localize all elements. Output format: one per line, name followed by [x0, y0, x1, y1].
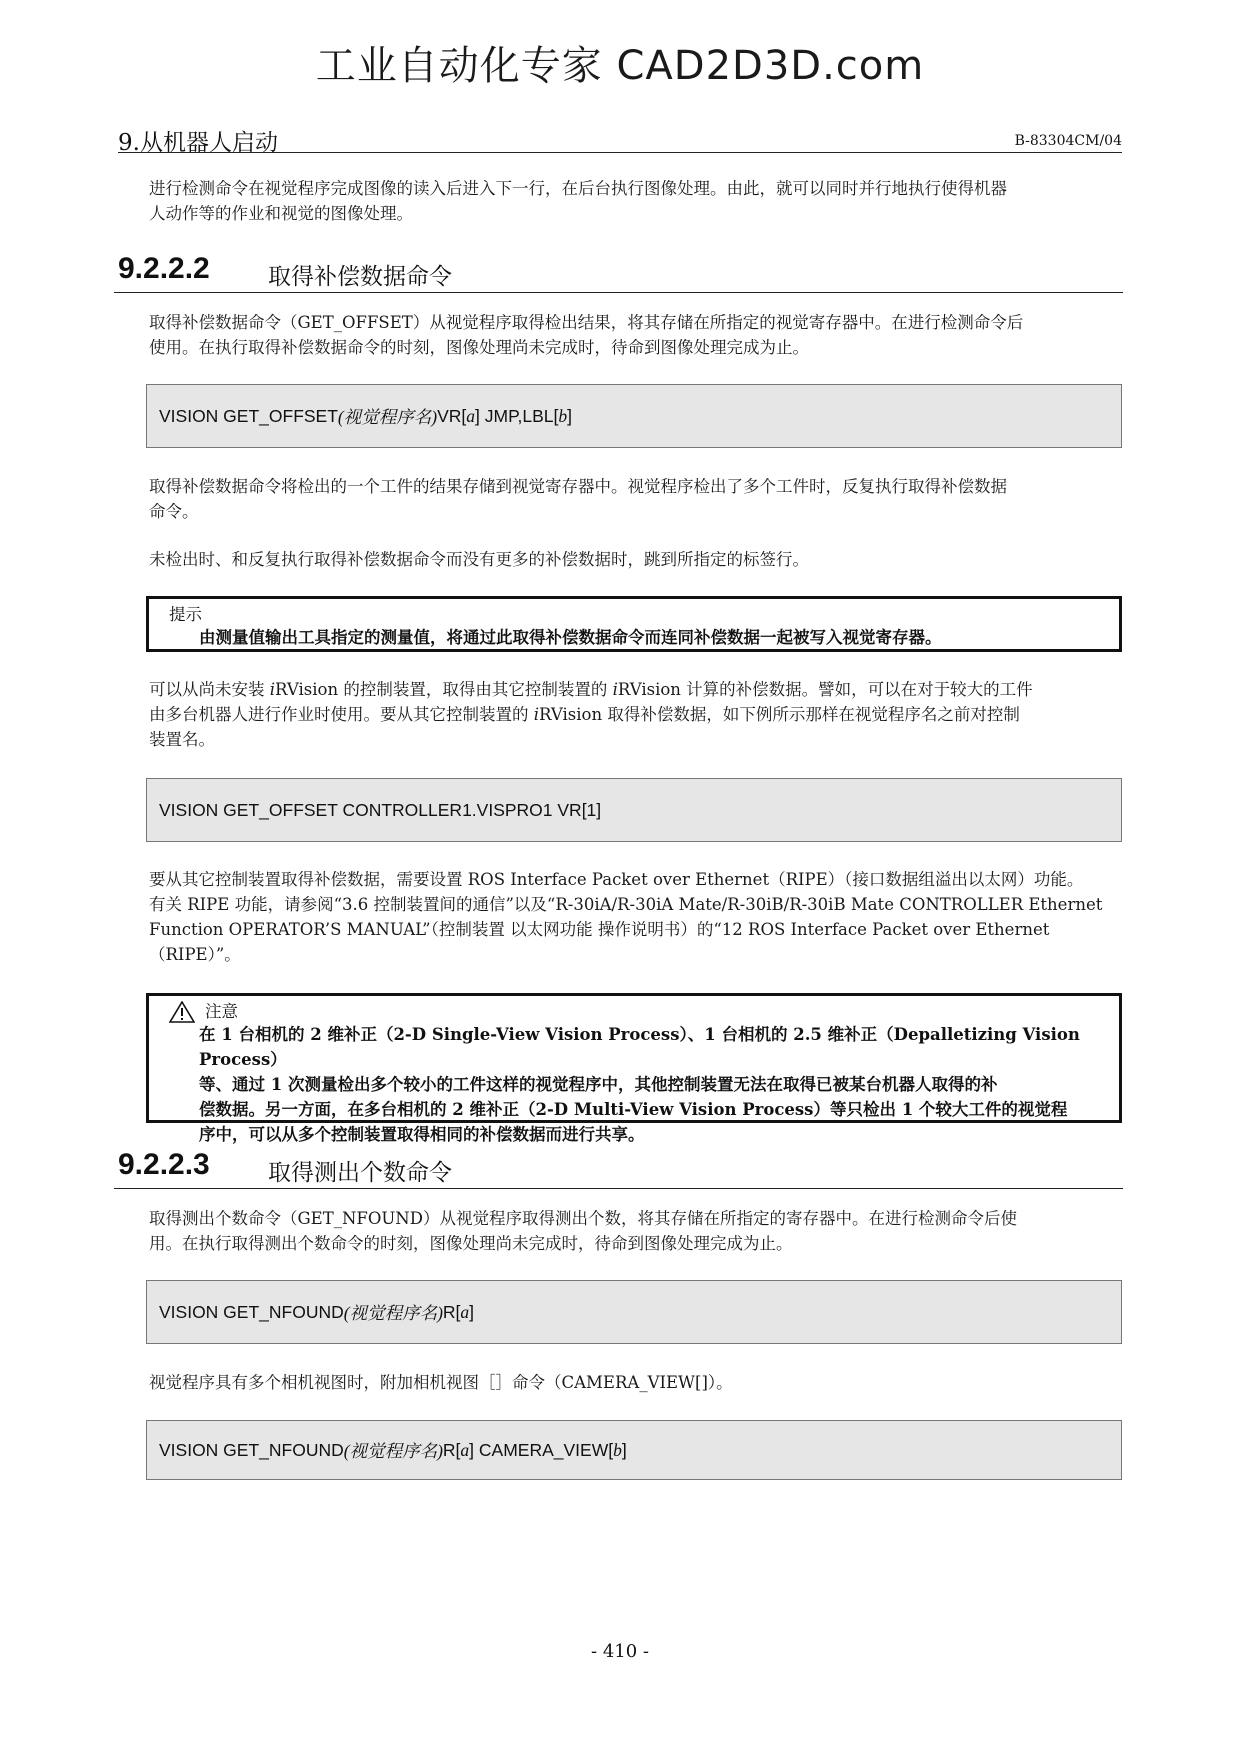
code-text: ] CAMERA_VIEW[: [469, 1439, 614, 1460]
text-line: 装置名。: [149, 730, 215, 749]
watermark: 工业自动化专家 CAD2D3D.com: [315, 43, 925, 89]
chapter-header: 9.从机器人启动: [118, 130, 278, 156]
text-line: 要从其它控制装置取得补偿数据，需要设置 ROS Interface Packet over Ethernet（RIPE）（接口数据组溢出以太网）功能。: [149, 870, 1084, 889]
code-arg: (视觉程序名): [343, 1302, 443, 1323]
code-text: ]: [469, 1301, 475, 1322]
code-arg: a: [466, 405, 476, 426]
section-title: 取得测出个数命令: [268, 1160, 452, 1186]
warning-icon: [169, 1001, 195, 1023]
code-text: ] JMP,LBL[: [475, 405, 559, 426]
hint-text: 由测量值输出工具指定的测量值，将通过此取得补偿数据命令而连同补偿数据一起被写入视觉寄存器。: [199, 628, 942, 647]
code-block: [146, 384, 1122, 448]
code-arg: a: [460, 1439, 470, 1460]
code-block: VISION GET_OFFSET CONTROLLER1.VISPRO1 VR[1]: [146, 778, 1122, 842]
hint-box: [146, 596, 1122, 652]
code-block: [146, 1280, 1122, 1344]
text-line: 人动作等的作业和视觉的图像处理。: [149, 204, 413, 223]
intro-paragraph: [149, 176, 1121, 226]
section-rule: [114, 1188, 1123, 1189]
paragraph: [149, 1206, 1121, 1256]
code-arg: b: [613, 1439, 622, 1460]
code-arg: b: [558, 405, 568, 426]
paragraph: [149, 310, 1121, 360]
text-line: 取得补偿数据命令将检出的一个工件的结果存储到视觉寄存器中。视觉程序检出了多个工件时，反复执行取得补偿数据: [149, 477, 1007, 496]
paragraph: 视觉程序具有多个相机视图时，附加相机视图［］命令（CAMERA_VIEW[]）。: [149, 1373, 733, 1392]
text-line: 偿数据。另一方面，在多台相机的 2 维补正（2-D Multi-View Vision Process）等只检出 1 个较大工件的视觉程: [199, 1100, 1068, 1119]
text-line: Function OPERATOR’S MANUAL”（控制装置 以太网功能 操作说明书）的“12 ROS Interface Packet over Ethernet: [149, 920, 1050, 939]
paragraph: [149, 474, 1121, 524]
section-number: 9.2.2.2: [118, 252, 210, 285]
header-rule: [118, 152, 1122, 153]
text-line: 有关 RIPE 功能，请参阅“3.6 控制装置间的通信”以及“R-30iA/R-30iA Mate/R-30iB/R-30iB Mate CONTROLLER Ethernet: [149, 895, 1103, 914]
text-line: 在 1 台相机的 2 维补正（2-D Single-View Vision Process）、1 台相机的 2.5 维补正（Depalletizing Vision Process）: [199, 1025, 1080, 1069]
section-rule: [114, 292, 1123, 293]
text-line: 可以从尚未安装 iRVision 的控制装置，取得由其它控制装置的 iRVision 计算的补偿数据。譬如，可以在对于较大的工件: [149, 680, 1033, 699]
text-line: 等、通过 1 次测量检出多个较小的工件这样的视觉程序中，其他控制装置无法在取得已被某台机器人取得的补: [199, 1075, 998, 1094]
text-line: 序中，可以从多个控制装置取得相同的补偿数据而进行共享。: [199, 1125, 645, 1144]
caution-box: [146, 993, 1122, 1144]
text-line: 取得测出个数命令（GET_NFOUND）从视觉程序取得测出个数，将其存储在所指定的寄存器中。在进行检测命令后使: [149, 1209, 1017, 1228]
code-arg: (视觉程序名): [337, 406, 438, 427]
section-title: 取得补偿数据命令: [268, 264, 452, 290]
text-line: 进行检测命令在视觉程序完成图像的读入后进入下一行，在后台执行图像处理。由此，就可以同时并行地执行使得机器: [149, 179, 1007, 198]
code-block: [146, 1420, 1122, 1480]
text-line: 使用。在执行取得补偿数据命令的时刻，图像处理尚未完成时，待命到图像处理完成为止。: [149, 338, 809, 357]
text-line: 取得补偿数据命令（GET_OFFSET）从视觉程序取得检出结果，将其存储在所指定的视觉寄存器中。在进行检测命令后: [149, 313, 1024, 332]
paragraph: 未检出时、和反复执行取得补偿数据命令而没有更多的补偿数据时，跳到所指定的标签行。: [149, 550, 809, 569]
caution-label: 注意: [205, 1002, 238, 1021]
code-text: R[: [442, 1301, 461, 1322]
page-number: - 410 -: [591, 1641, 649, 1662]
code-arg: (视觉程序名): [343, 1440, 443, 1461]
text-line: 命令。: [149, 502, 199, 521]
code-text: ]: [567, 405, 572, 426]
section-number: 9.2.2.3: [118, 1148, 210, 1181]
caution-text: [199, 1022, 1114, 1147]
code-text: VR[: [437, 405, 467, 426]
text-line: 由多台机器人进行作业时使用。要从其它控制装置的 iRVision 取得补偿数据，如下例所示那样在视觉程序名之前对控制: [149, 705, 1020, 724]
code-arg: a: [460, 1301, 470, 1322]
paragraph: [149, 867, 1121, 967]
hint-label: 提示: [169, 605, 202, 624]
code-text: R[: [442, 1439, 461, 1460]
paragraph: [149, 677, 1121, 752]
code-text: VISION GET_OFFSET: [159, 405, 338, 426]
code-text: VISION GET_NFOUND: [159, 1439, 344, 1460]
code-text: VISION GET_NFOUND: [159, 1301, 344, 1322]
code-text: ]: [621, 1439, 627, 1460]
text-line: 用。在执行取得测出个数命令的时刻，图像处理尚未完成时，待命到图像处理完成为止。: [149, 1234, 793, 1253]
text-line: （RIPE）”。: [149, 945, 241, 964]
doc-code: B-83304CM/04: [1014, 133, 1122, 149]
